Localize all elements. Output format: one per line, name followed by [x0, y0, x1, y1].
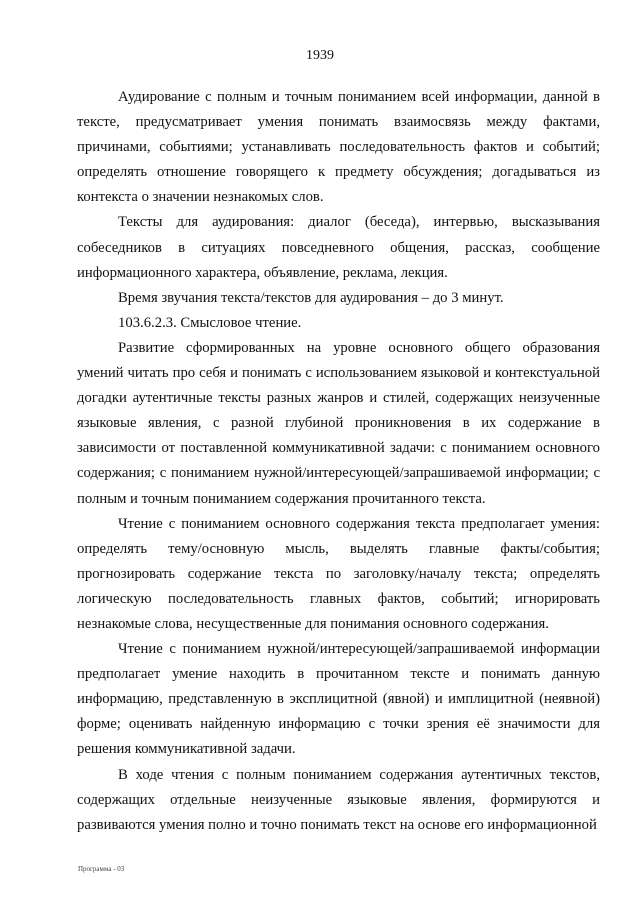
section-heading-semantic-reading: 103.6.2.3. Смысловое чтение.: [118, 314, 302, 331]
paragraph-listening-full-understanding: Аудирование с полным и точным пониманием всей информации, данной в тексте, предусматривает умения понимать взаимосвязь между фактами, причинами, событиями; устанавливать последовательность фактов и событий; определять отношение говорящего к предмету обсуждения; догадываться из контекста о значении незнакомых слов.: [77, 89, 600, 206]
paragraph-reading-main-content: Чтение с пониманием основного содержания текста предполагает умения: определять тему/основную мысль, выделять главные факты/события; прогнозировать содержание текста по заголовку/началу текста; определять логическую последовательность главных фактов, событий; игнорировать незнакомые слова, несущественные для понимания основного содержания.: [77, 515, 600, 632]
document-body: [77, 85, 600, 838]
page-number: 1939: [306, 48, 334, 63]
paragraph-reading-skills: Развитие сформированных на уровне основного общего образования умений читать про себя и понимать с использованием языковой и контекстуальной догадки аутентичные тексты разных жанров и стилей, содержащих неизученные языковые явления, с разной глубиной проникновения в их содержание в зависимости от поставленной коммуникативной задачи: с пониманием основного содержания; с пониманием нужной/интересующей/запрашиваемой информации; с полным и точным пониманием содержания прочитанного текста.: [77, 339, 600, 507]
paragraph-listening-texts: Тексты для аудирования: диалог (беседа), интервью, высказывания собеседников в ситуациях повседневного общения, рассказ, сообщение информационного характера, объявление, реклама, лекция.: [77, 214, 600, 281]
paragraph-reading-full-understanding: В ходе чтения с полным пониманием содержания аутентичных текстов, содержащих отдельные неизученные языковые явления, формируются и развиваются умения полно и точно понимать текст на основе его информационной: [77, 766, 600, 833]
paragraph-reading-specific-info: Чтение с пониманием нужной/интересующей/запрашиваемой информации предполагает умение находить в прочитанном тексте и понимать данную информацию, представленную в эксплицитной (явной) и имплицитной (неявной) форме; оценивать найденную информацию с точки зрения её значимости для решения коммуникативной задачи.: [77, 641, 600, 758]
footer-label: Программа - 03: [78, 865, 125, 873]
paragraph-listening-duration: Время звучания текста/текстов для аудирования – до 3 минут.: [118, 289, 504, 306]
